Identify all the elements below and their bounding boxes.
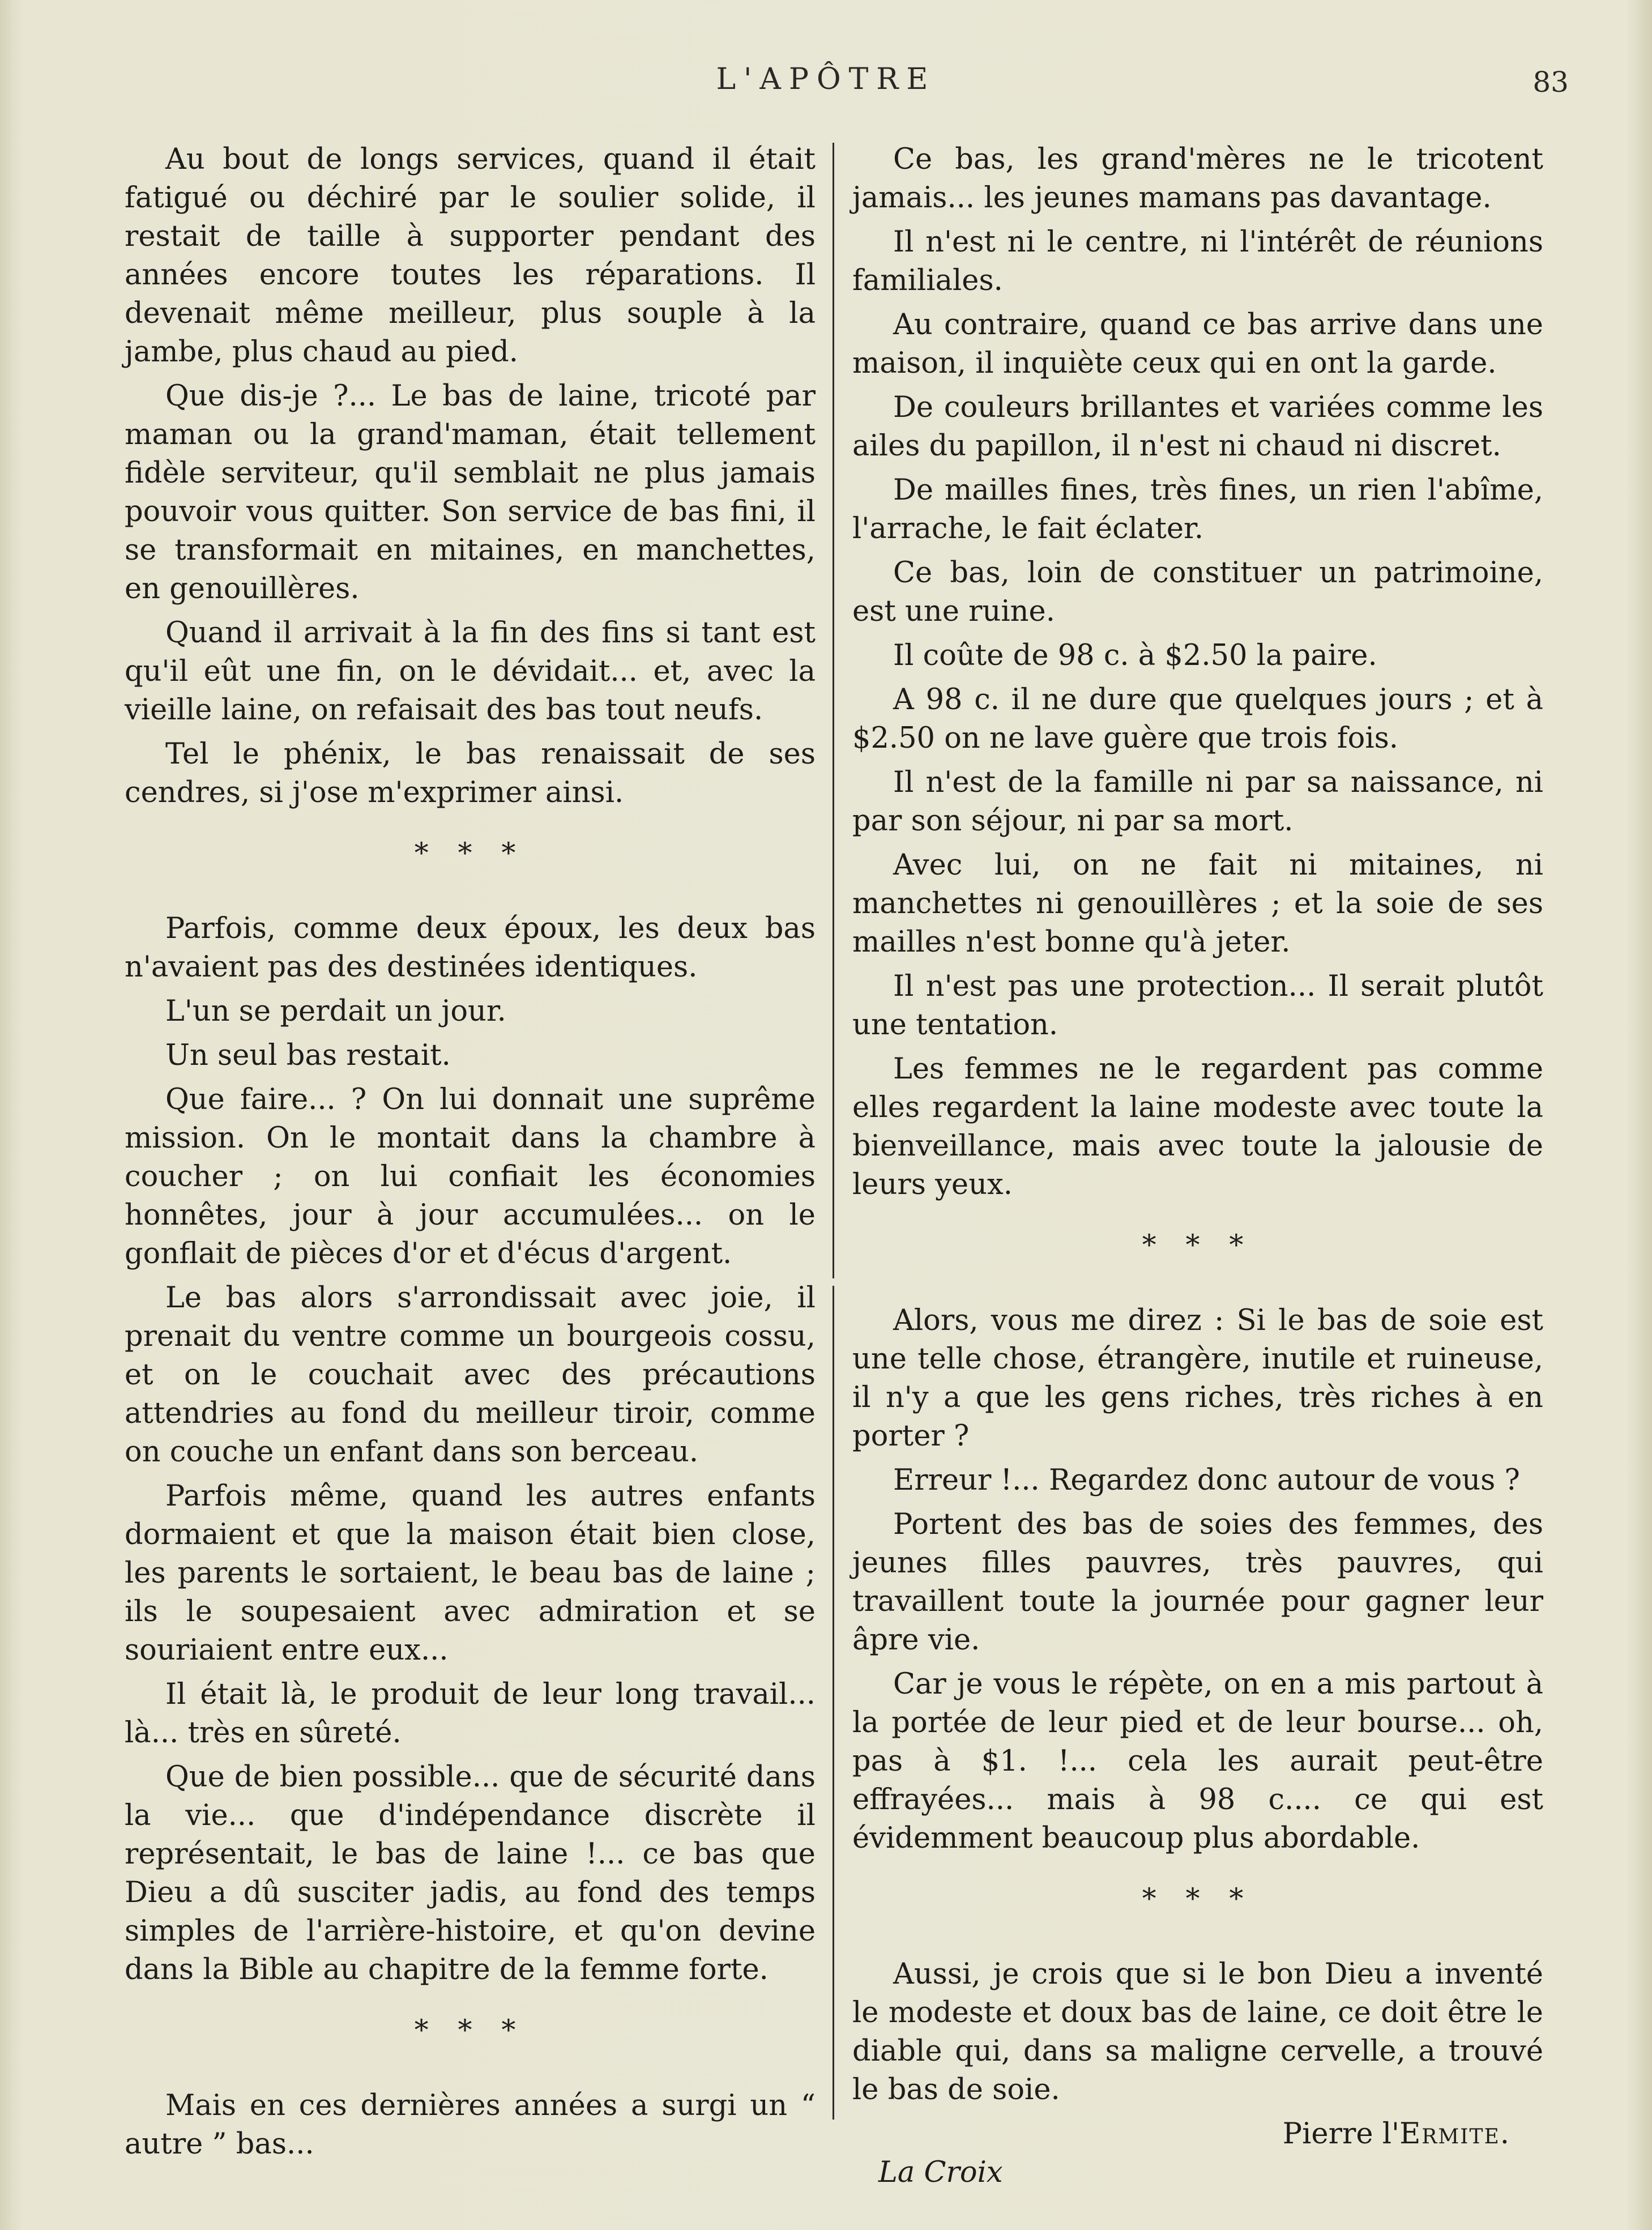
paragraph: Mais en ces dernières années a surgi un “ autre ” bas... — [125, 2089, 816, 2161]
paragraph: Que faire... ? On lui donnait une suprême mission. On le montait dans la chambre à coucher ; on lui confiait les économies honnêtes, jour à jour accumulées... on le gonflait de pièces d'or et d'écus d'argent. — [125, 1083, 816, 1270]
section-break: * * * — [414, 837, 526, 869]
paragraph: Ce bas, les grand'mères ne le tricotent jamais... les jeunes mamans pas davantage. — [852, 143, 1543, 215]
paragraph: Au bout de longs services, quand il était fatigué ou déchiré par le soulier solide, il restait de taille à supporter pendant des années encore toutes les réparations. Il devenait même meilleur, plus souple à la jambe, plus chaud au pied. — [125, 143, 816, 369]
paragraph: Portent des bas de soies des femmes, des jeunes filles pauvres, très pauvres, qui travaillent toute la journée pour gagner leur âpre vie. — [852, 1508, 1543, 1657]
left-section-c — [125, 2087, 816, 2164]
left-section-b — [125, 910, 816, 1989]
signature-period: . — [1500, 2117, 1509, 2151]
paragraph: Parfois même, quand les autres enfants dormaient et que la maison était bien close, les parents le sortaient, le beau bas de laine ; ils le soupesaient avec admiration et se souriaient entre eux... — [125, 1479, 816, 1667]
right-section-a — [852, 140, 1543, 1204]
paragraph: Aussi, je crois que si le bon Dieu a inventé le modeste et doux bas de laine, ce doit être le diable qui, dans sa maligne cervelle, a trouvé le bas de soie. — [852, 1958, 1543, 2107]
paragraph: Il était là, le produit de leur long travail... là... très en sûreté. — [125, 1678, 816, 1750]
paragraph: Les femmes ne le regardent pas comme elles regardent la laine modeste avec toute la bienveillance, mais avec toute la jalousie de leurs yeux. — [852, 1052, 1543, 1201]
paragraph: De mailles fines, très fines, un rien l'abîme, l'arrache, le fait éclater. — [852, 474, 1543, 545]
signature-surname: Ermite — [1399, 2117, 1500, 2151]
section-break: * * * — [1142, 1229, 1254, 1261]
signature — [852, 2115, 1509, 2154]
section-break: * * * — [414, 2014, 526, 2046]
paragraph: Que de bien possible... que de sécurité dans la vie... que d'indépendance discrète il représentait, le bas de laine !... ce bas que Dieu a dû susciter jadis, au fond des temps simples de l'arrière-histoire, et qu'on devine dans la Bible au chapitre de la femme forte. — [125, 1760, 816, 1986]
right-column — [852, 140, 1543, 2192]
paragraph: Ce bas, loin de constituer un patrimoine, est une ruine. — [852, 556, 1543, 628]
paragraph: Erreur !... Regardez donc autour de vous ? — [893, 1464, 1520, 1497]
right-section-b — [852, 1302, 1543, 1858]
section-break: * * * — [1142, 1882, 1254, 1915]
paragraph: Il n'est ni le centre, ni l'intérêt de réunions familiales. — [852, 225, 1543, 297]
source-credit: La Croix — [878, 2156, 1003, 2189]
paragraph: L'un se perdait un jour. — [165, 995, 506, 1028]
paragraph: Car je vous le répète, on en a mis partout à la portée de leur pied et de leur bourse... oh, pas à $1. !... cela les aurait peut-être effrayées... mais à 98 c.... ce qui est évidemment beaucoup plus abordable. — [852, 1668, 1543, 1855]
column-rule-upper — [833, 143, 834, 1278]
paragraph: Que dis-je ?... Le bas de laine, tricoté par maman ou la grand'maman, était tellement fidèle serviteur, qu'il semblait ne plus jamais pouvoir vous quitter. Son service de bas fini, il se transformait en mitaines, en manchettes, en genouillères. — [125, 380, 816, 606]
paragraph: Il n'est de la famille ni par sa naissance, ni par son séjour, ni par sa mort. — [852, 766, 1543, 838]
left-column — [125, 140, 816, 2169]
paragraph: De couleurs brillantes et variées comme les ailes du papillon, il n'est ni chaud ni discret. — [852, 391, 1543, 463]
signature-first-name: Pierre l' — [1282, 2117, 1400, 2151]
running-head: L'APÔTRE — [716, 62, 936, 96]
paragraph: Le bas alors s'arrondissait avec joie, il prenait du ventre comme un bourgeois cossu, et on le couchait avec des précautions attendries au fond du meilleur tiroir, comme on couche un enfant dans son berceau. — [125, 1281, 816, 1469]
paragraph: A 98 c. il ne dure que quelques jours ; et à $2.50 on ne lave guère que trois fois. — [852, 683, 1543, 755]
paragraph: Tel le phénix, le bas renaissait de ses cendres, si j'ose m'exprimer ainsi. — [125, 737, 816, 809]
right-section-c — [852, 1955, 1543, 2109]
paragraph: Il coûte de 98 c. à $2.50 la paire. — [893, 639, 1377, 672]
column-rule-lower — [833, 1286, 834, 2120]
paragraph: Au contraire, quand ce bas arrive dans une maison, il inquiète ceux qui en ont la garde. — [852, 308, 1543, 380]
paragraph: Il n'est pas une protection... Il serait plutôt une tentation. — [852, 970, 1543, 1042]
paragraph: Alors, vous me direz : Si le bas de soie est une telle chose, étrangère, inutile et ruineuse, il n'y a que les gens riches, très riches à en porter ? — [852, 1304, 1543, 1453]
paragraph: Quand il arrivait à la fin des fins si tant est qu'il eût une fin, on le dévidait... et, avec la vieille laine, on refaisait des bas tout neufs. — [125, 616, 816, 727]
paragraph: Parfois, comme deux époux, les deux bas n'avaient pas des destinées identiques. — [125, 912, 816, 984]
page-number: 83 — [1533, 66, 1569, 99]
paragraph: Avec lui, on ne fait ni mitaines, ni manchettes ni genouillères ; et la soie de ses mailles n'est bonne qu'à jeter. — [852, 848, 1543, 959]
paragraph: Un seul bas restait. — [165, 1039, 451, 1072]
left-section-a — [125, 140, 816, 812]
